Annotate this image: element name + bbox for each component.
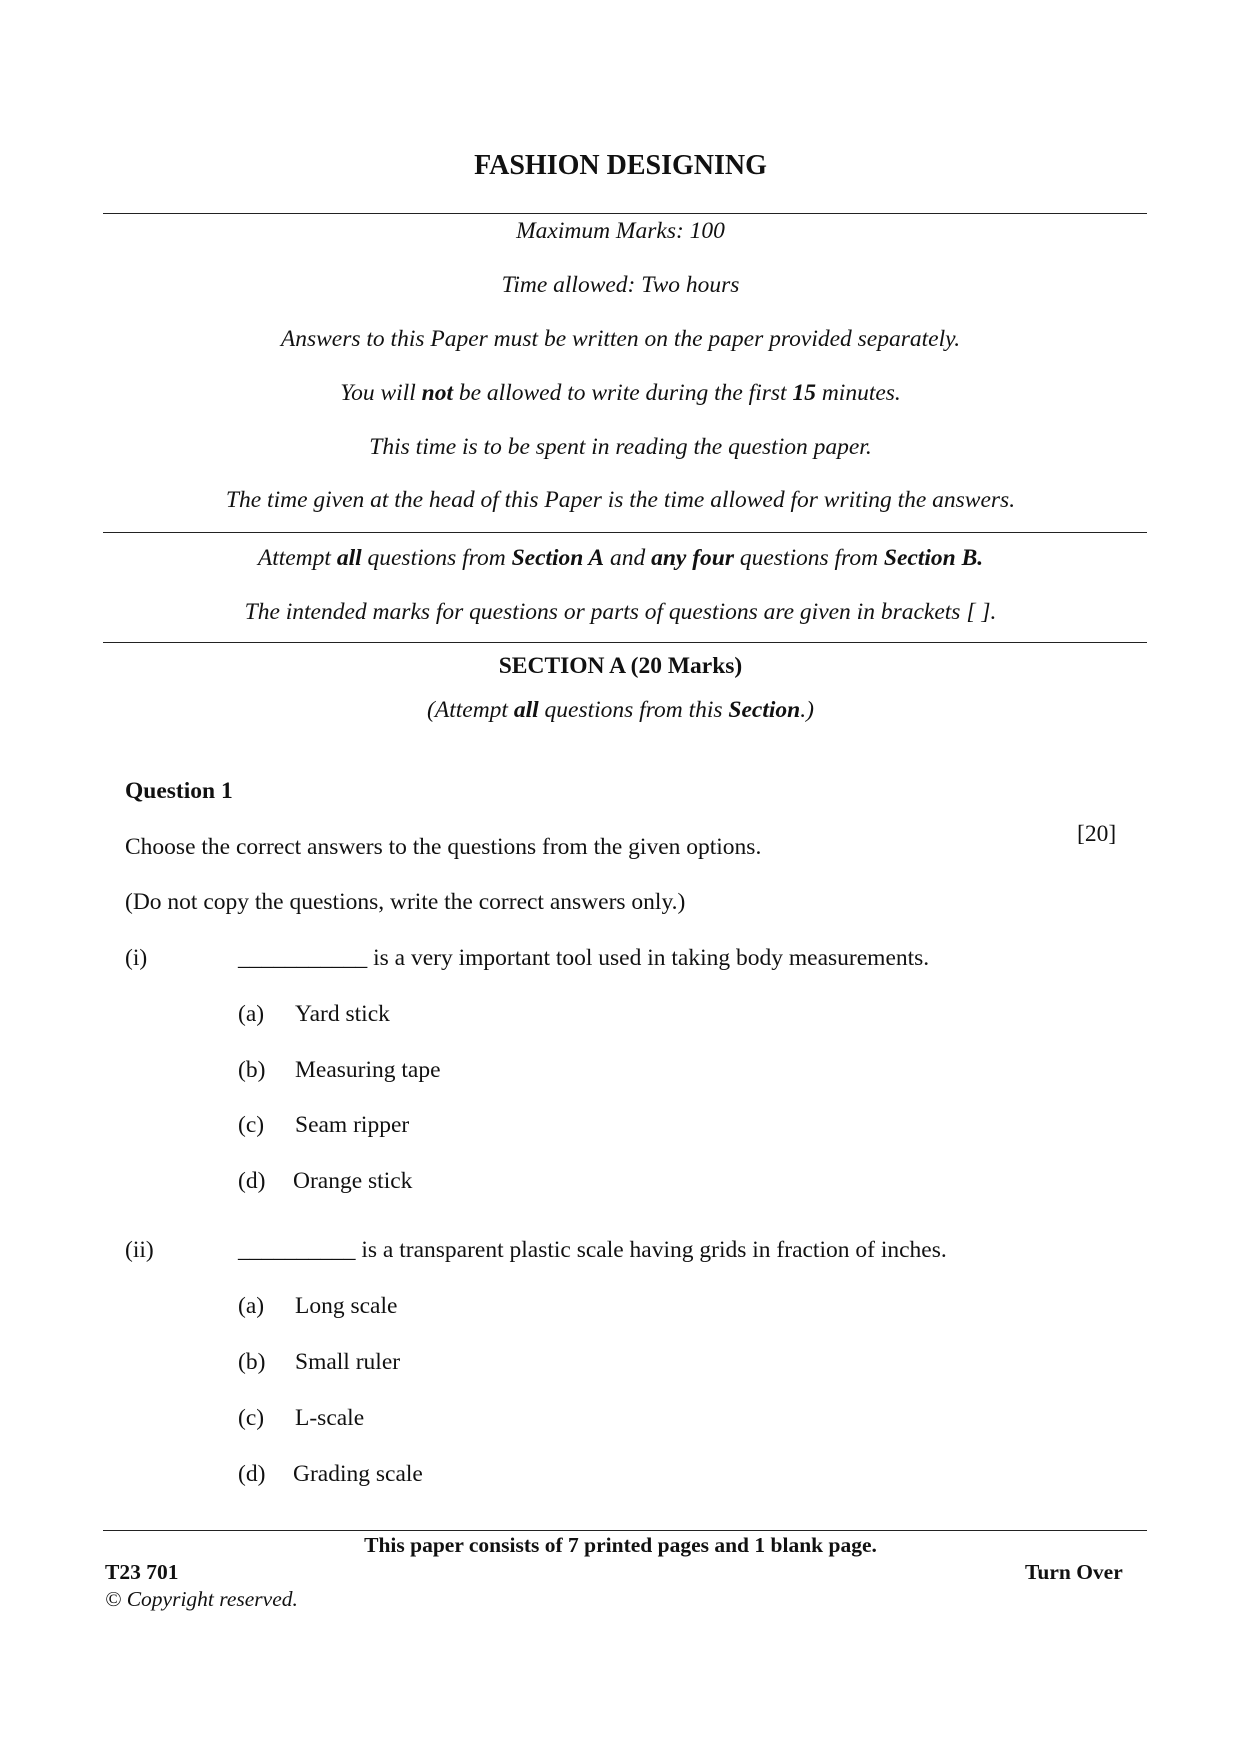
divider [103, 532, 1147, 533]
marks-label: [20] [1077, 821, 1117, 847]
part-number: (i) [125, 945, 148, 971]
option-key: (d) [238, 1461, 266, 1487]
pages-note: This paper consists of 7 printed pages and 1 blank page. [364, 1533, 877, 1557]
question-label: Question 1 [125, 778, 233, 804]
part-number: (ii) [125, 1237, 154, 1263]
option-key: (b) [238, 1349, 266, 1375]
instruction-marks: The intended marks for questions or parts of questions are given in brackets [ ]. [244, 599, 997, 625]
option-text: Seam ripper [295, 1112, 410, 1138]
page-title: FASHION DESIGNING [474, 150, 767, 181]
option-key: (a) [238, 1293, 265, 1319]
divider [103, 1530, 1147, 1531]
instruction-attempt: Attempt all questions from Section A and any four questions from Section B. [257, 545, 984, 571]
instruction-answers: Answers to this Paper must be written on the paper provided separately. [280, 326, 961, 352]
instruction-time-spent: This time is to be spent in reading the question paper. [369, 434, 872, 460]
option-key: (b) [238, 1057, 266, 1083]
part-question: __________ is a transparent plastic scale having grids in fraction of inches. [238, 1237, 947, 1263]
max-marks: Maximum Marks: 100 [516, 218, 725, 244]
divider [103, 213, 1147, 214]
question-instruction: Choose the correct answers to the questions from the given options. [125, 834, 762, 860]
turn-over: Turn Over [1025, 1560, 1123, 1584]
part-question: ___________ is a very important tool used in taking body measurements. [238, 945, 930, 971]
instruction-head-time: The time given at the head of this Paper is the time allowed for writing the answers. [225, 487, 1016, 513]
paper-code: T23 701 [105, 1560, 179, 1584]
option-text: Grading scale [293, 1461, 423, 1487]
instruction-reading-time: You will not be allowed to write during the first 15 minutes. [340, 380, 901, 406]
section-heading: SECTION A (20 Marks) [498, 653, 743, 679]
divider [103, 642, 1147, 643]
option-text: Small ruler [295, 1349, 401, 1375]
question-note: (Do not copy the questions, write the correct answers only.) [125, 889, 686, 915]
time-allowed: Time allowed: Two hours [501, 272, 740, 298]
option-key: (c) [238, 1112, 265, 1138]
copyright: © Copyright reserved. [105, 1587, 298, 1611]
option-text: Measuring tape [295, 1057, 441, 1083]
option-text: Yard stick [295, 1001, 390, 1027]
option-text: L-scale [295, 1405, 365, 1431]
option-key: (a) [238, 1001, 265, 1027]
option-text: Orange stick [293, 1168, 413, 1194]
option-text: Long scale [295, 1293, 398, 1319]
section-subheading: (Attempt all questions from this Section.) [427, 697, 814, 723]
option-key: (d) [238, 1168, 266, 1194]
option-key: (c) [238, 1405, 265, 1431]
